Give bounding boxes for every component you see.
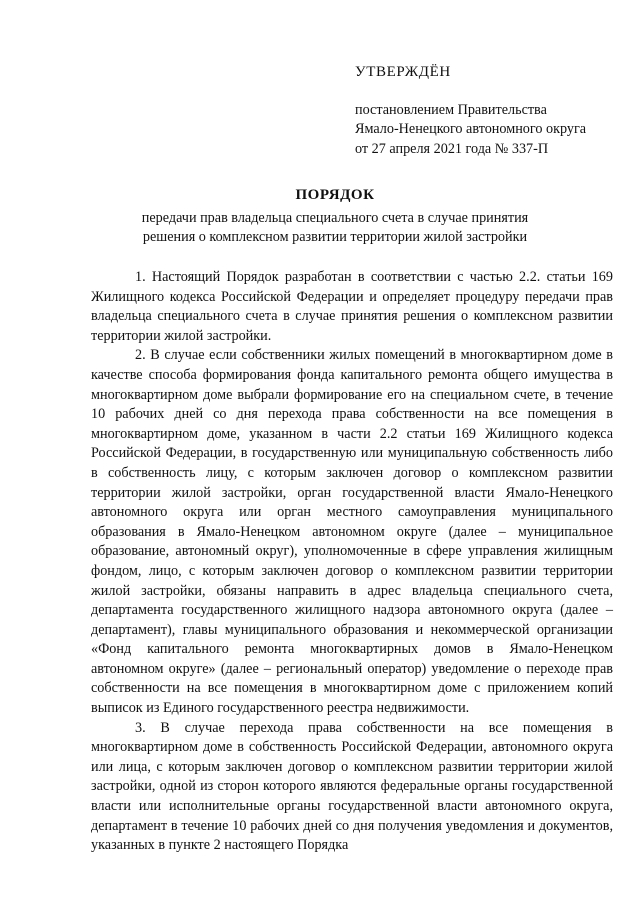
approval-line-region: Ямало-Ненецкого автономного округа bbox=[355, 121, 587, 138]
approval-stamp bbox=[355, 63, 625, 159]
document-title: ПОРЯДОК bbox=[295, 187, 375, 203]
document-body bbox=[91, 268, 613, 854]
document-heading bbox=[70, 186, 600, 248]
document-subtitle-line-1: передачи прав владельца специального счета в случае принятия bbox=[141, 209, 529, 226]
approval-line-decree: постановлением Правительства bbox=[355, 101, 547, 118]
paragraph-3: 3. В случае перехода права собственности на все помещения в многоквартирном доме в собственность Российской Федерации, автономного округа или лица, с которым заключен договор о комплексном развитии территории жилой застройки, одной из сторон которого являются федеральные органы государственной власти или исполнительные органы государственной власти автономного округа, департамент в течение 10 рабочих дней со дня получения уведомления и документов, указанных в пункте 2 настоящего Порядка bbox=[91, 719, 613, 854]
approval-line-date: от 27 апреля 2021 года № 337-П bbox=[355, 140, 549, 157]
paragraph-2: 2. В случае если собственники жилых помещений в многоквартирном доме в качестве способа формирования фонда капитального ремонта общего имущества в многоквартирном доме выбрали формирование его на специальном счете, в течение 10 рабочих дней со дня перехода права собственности на все помещения в многоквартирном доме, указанном в части 2.2 статьи 169 Жилищного кодекса Российской Федерации, в государственную или муниципальную собственность либо в собственность лицу, с которым заключен договор о комплексном развитии территории жилой застройки, орган государственной власти Ямало-Ненецкого автономного округа или орган местного самоуправления муниципального образования в Ямало-Ненецком автономном округе (далее – муниципальное образование, автономный округ), уполномоченные в сфере управления жилищным фондом, лицо, с которым заключен договор о комплексном развитии территории жилой застройки, обязаны направить в адрес владельца специального счета, департамента государственного жилищного надзора автономного округа (далее – департамент), главы муниципального образования и некоммерческой организации «Фонд капитального ремонта многоквартирных домов в Ямало-Ненецком автономном округе» (далее – региональный оператор) уведомление о переходе прав собственности на все помещения в многоквартирном доме с приложением копий выписок из Единого государственного реестра недвижимости. bbox=[91, 347, 613, 717]
paragraph-1: 1. Настоящий Порядок разработан в соответствии с частью 2.2. статьи 169 Жилищного кодекса Российской Федерации и определяет процедуру передачи прав владельца специального счета в случае принятия решения о комплексном развитии территории жилой застройки. bbox=[91, 269, 613, 344]
approval-title: УТВЕРЖДЁН bbox=[355, 64, 451, 80]
document-subtitle-line-2: решения о комплексном развитии территории жилой застройки bbox=[142, 229, 528, 246]
